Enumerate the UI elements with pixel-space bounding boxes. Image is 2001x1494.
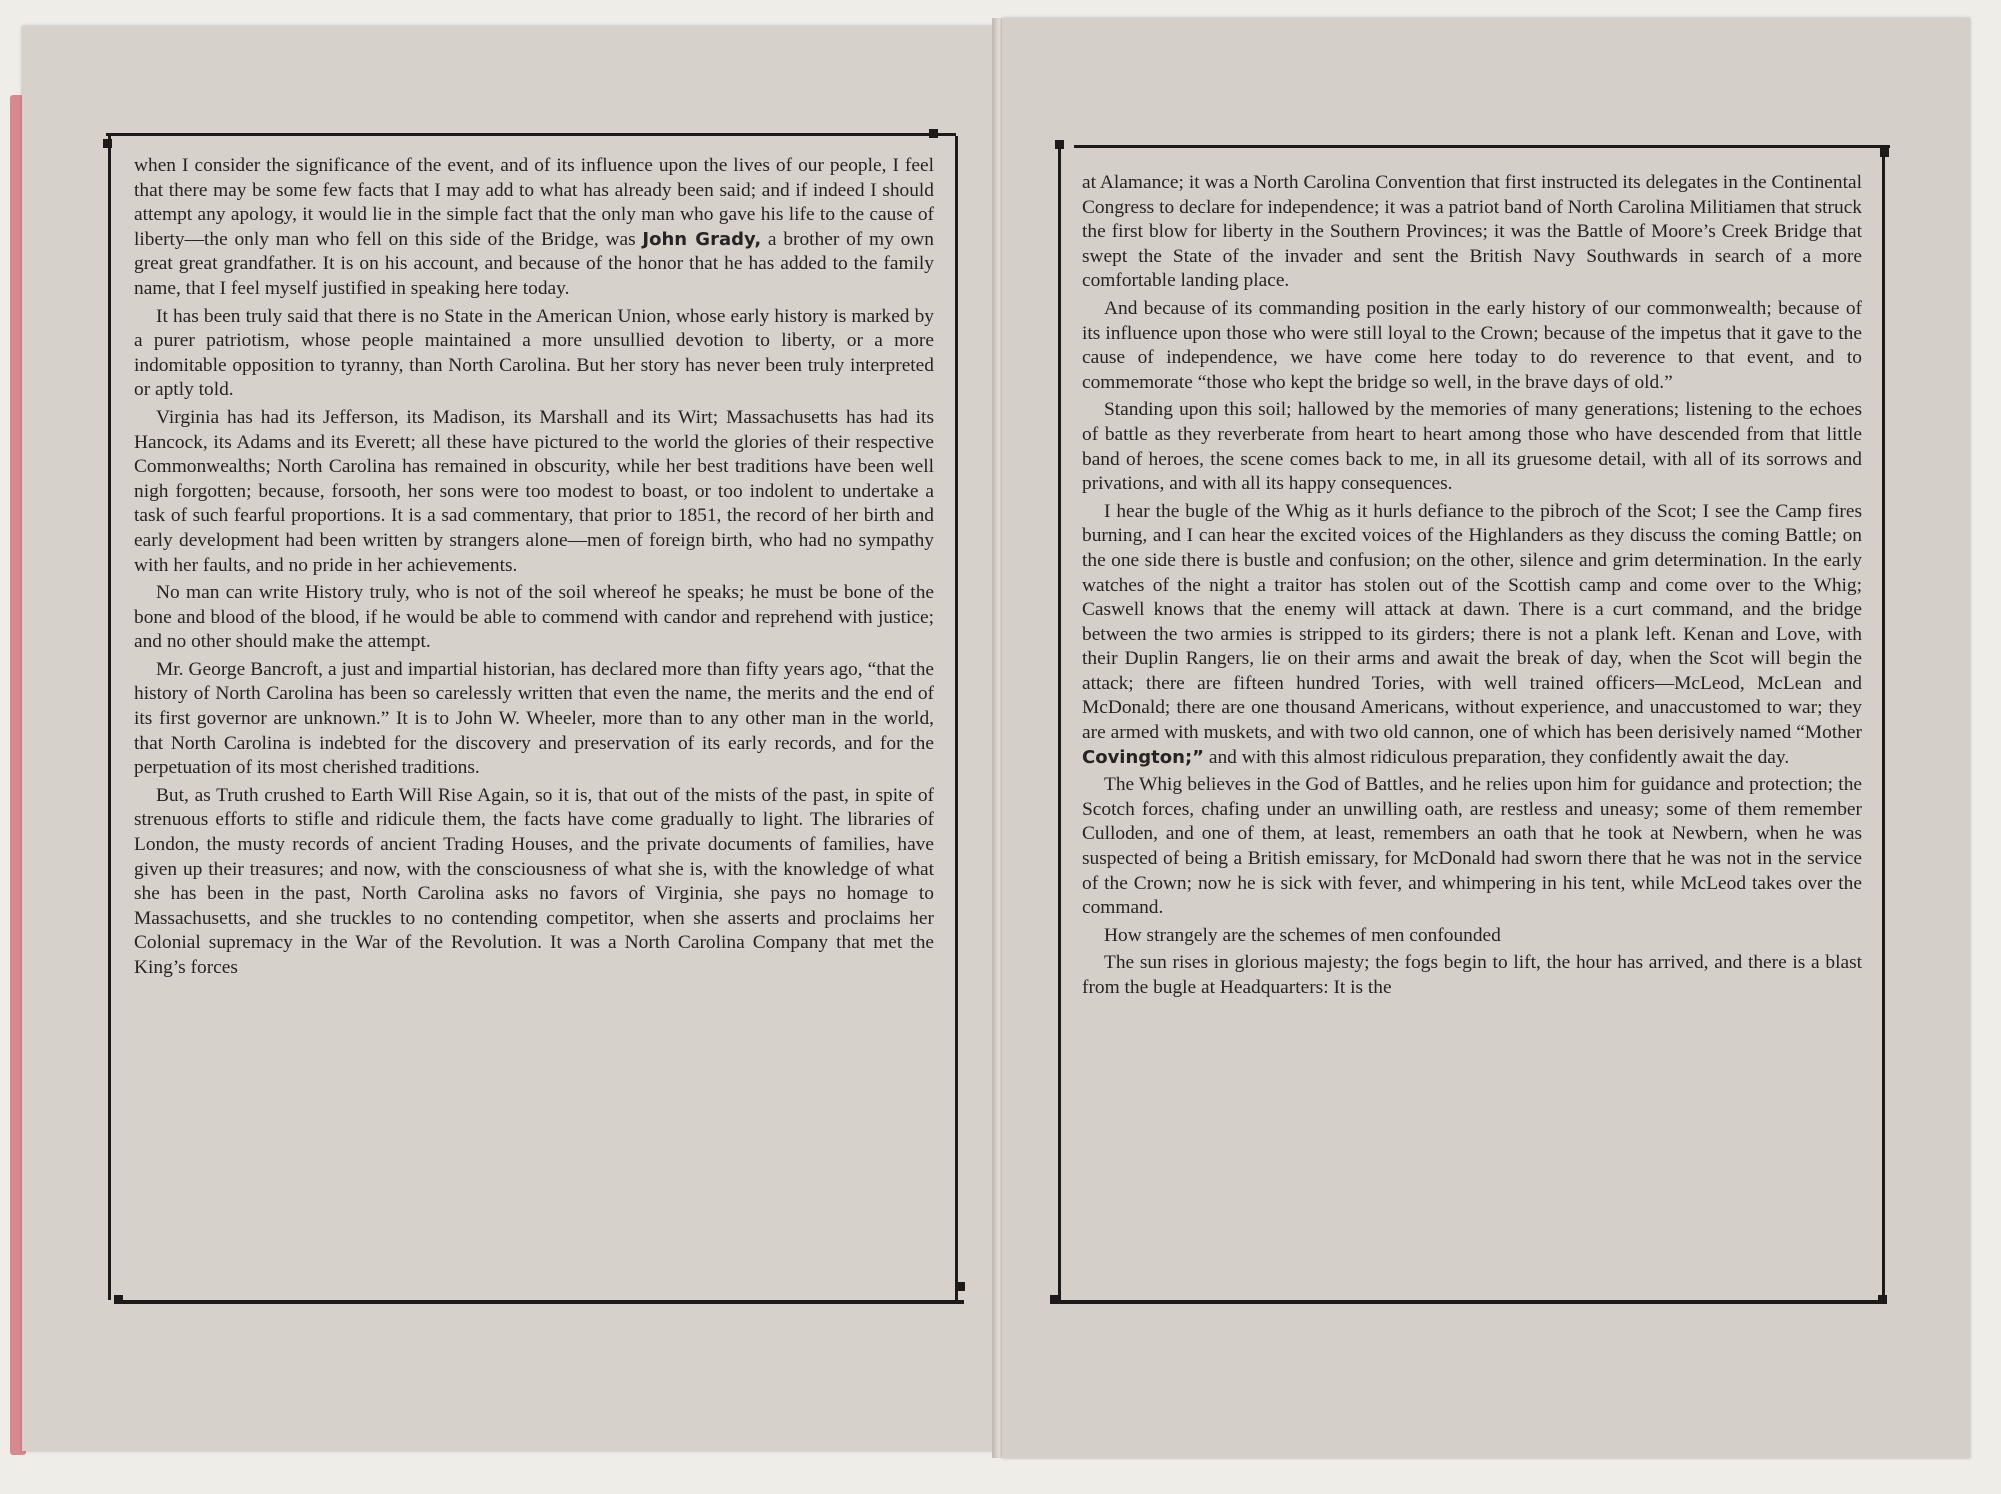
frame-corner: [1880, 148, 1889, 157]
paragraph-text: I hear the bugle of the Whig as it hurls defiance to the pibroch of the Scot; I see the Camp fires burning, and I can hear the excited voices of the Highlanders as they discuss the coming Battle; on the one side there is bustle and confusion; on the other, silence and grim determination. In the early watches of the night a traitor has stolen out of the Scottish camp and come over to the Whig; Caswell knows that the enemy will attack at dawn. There is a curt command, and the bridge between the two armies is stripped to its girders; there is not a plank left. Kenan and Love, with their Duplin Rangers, lie on their arms and await the break of day, when the Scot will begin the attack; there are fifteen hundred Tories, with well trained officers—McLeod, McLean and McDonald; there are one thousand Americans, without experience, and unaccustomed to war; they are armed with muskets, and with two old cannon, one of which has been derisively named “Mother: [1082, 500, 1862, 744]
frame-rule-right: [955, 136, 958, 1300]
paragraph: It has been truly said that there is no State in the American Union, whose early history is marked by a purer patriotism, whose people maintained a more unsullied devotion to liberty, or a more indomitable opposition to tyranny, than North Carolina. But her story has never been truly interpreted or aptly told.: [134, 305, 934, 401]
frame-corner: [103, 139, 112, 148]
frame-rule-bottom: [114, 1300, 964, 1304]
frame-corner: [1055, 140, 1064, 149]
paragraph: Virginia has had its Jefferson, its Madison, its Marshall and its Wirt; Massachusetts has had its Hancock, its Adams and its Everett; all these have pictured to the world the glories of their respective Commonwealths; North Carolina has remained in obscurity, while her best traditions have been well nigh forgotten; because, forsooth, her sons were too modest to boast, or too indolent to undertake a task of such fearful proportions. It is a sad commentary, that prior to 1851, the record of her birth and early development had been written by strangers alone—men of foreign birth, who had no sympathy with her faults, and no pride in her achievements.: [134, 406, 934, 576]
paragraph: The Whig believes in the God of Battles, and he relies upon him for guidance and protection; the Scotch forces, chafing under an unwilling oath, are restless and uneasy; some of them remember Culloden, and one of them, at least, remembers an oath that he took at Newbern, when he was suspected of being a British emissary, for McDonald had sworn there that he was not in the service of the Crown; now he is sick with fever, and whimpering in his tent, while McLeod takes over the command.: [1082, 774, 1862, 919]
paragraph-text: when I consider the significance of the event, and of its influence upon the lives of our people, I feel that there may be some few facts that I may add to what has already been said; and if indeed I should attempt any apology, it would lie in the simple fact that the only man who gave his life to the cause of liberty—the only man who fell on this side of the Bridge, was: [134, 155, 934, 250]
frame-rule-bottom: [1054, 1300, 1884, 1304]
paragraph: [1082, 500, 1862, 771]
frame-corner: [929, 129, 938, 138]
left-page: [22, 26, 1002, 1451]
paragraph: And because of its commanding position in the early history of our commonwealth; because of its influence upon those who were still loyal to the Crown; because of the impetus that it gave to the cause of independence, we have come here today to do reverence to that event, and to commemorate “those who kept the bridge so well, in the brave days of old.”: [1082, 297, 1862, 393]
paragraph: Standing upon this soil; hallowed by the memories of many generations; listening to the echoes of battle as they reverberate from heart to heart among those who have descended from that little band of heroes, the scene comes back to me, in all its gruesome detail, with all of its sorrows and privations, and with all its happy consequences.: [1082, 399, 1862, 495]
frame-corner: [1050, 1295, 1059, 1304]
frame-rule-top: [1074, 145, 1890, 148]
left-page-text: [134, 154, 934, 984]
paragraph-text: and with this almost ridiculous preparation, they confidently await the day.: [1204, 746, 1790, 768]
bold-name: John Grady,: [642, 228, 762, 250]
frame-rule-left: [1058, 148, 1061, 1300]
frame-corner: [956, 1282, 965, 1291]
right-page: [1002, 18, 1970, 1458]
paragraph: The sun rises in glorious majesty; the fogs begin to lift, the hour has arrived, and there is a blast from the bugle at Headquarters: It is the: [1082, 952, 1862, 998]
paragraph: No man can write History truly, who is not of the soil whereof he speaks; he must be bone of the bone and blood of the blood, if he would be able to commend with candor and reprehend with justice; and no other should make the attempt.: [134, 582, 934, 653]
right-page-text: [1082, 171, 1862, 1004]
paragraph: [134, 154, 934, 302]
paragraph: But, as Truth crushed to Earth Will Rise Again, so it is, that out of the mists of the past, in spite of strenuous efforts to stifle and ridicule them, the facts have come gradually to light. The libraries of London, the musty records of ancient Trading Houses, and the private documents of families, have given up their treasures; and now, with the consciousness of what she is, with the knowledge of what she has been in the past, North Carolina asks no favors of Virginia, she pays no homage to Massachusetts, and she truckles to no contending competitor, when she asserts and proclaims her Colonial supremacy in the War of the Revolution. It was a North Carolina Company that met the King’s forces: [134, 784, 934, 978]
frame-corner: [1878, 1295, 1887, 1304]
frame-corner: [114, 1295, 123, 1304]
bold-name: Covington;”: [1082, 746, 1204, 768]
frame-rule-left: [108, 136, 111, 1300]
frame-rule-right: [1882, 156, 1885, 1300]
paragraph: How strangely are the schemes of men confounded: [1104, 924, 1501, 946]
paragraph: Mr. George Bancroft, a just and impartial historian, has declared more than fifty years ago, “that the history of North Carolina has been so carelessly written that even the name, the merits and the end of its first governor are unknown.” It is to John W. Wheeler, more than to any other man in the world, that North Carolina is indebted for the discovery and preservation of its early records, and for the perpetuation of its most cherished traditions.: [134, 658, 934, 779]
frame-rule-top: [106, 133, 956, 136]
paragraph-text: a brother of my own great great grandfather. It is on his account, and because of the honor that he has added to the family name, that I feel myself justified in speaking here today.: [134, 228, 934, 299]
paragraph: at Alamance; it was a North Carolina Convention that first instructed its delegates in the Continental Congress to declare for independence; it was a patriot band of North Carolina Militiamen that struck the first blow for liberty in the Southern Provinces; it was the Battle of Moore’s Creek Bridge that swept the State of the invader and sent the British Navy Southwards in search of a more comfortable landing place.: [1082, 172, 1862, 292]
